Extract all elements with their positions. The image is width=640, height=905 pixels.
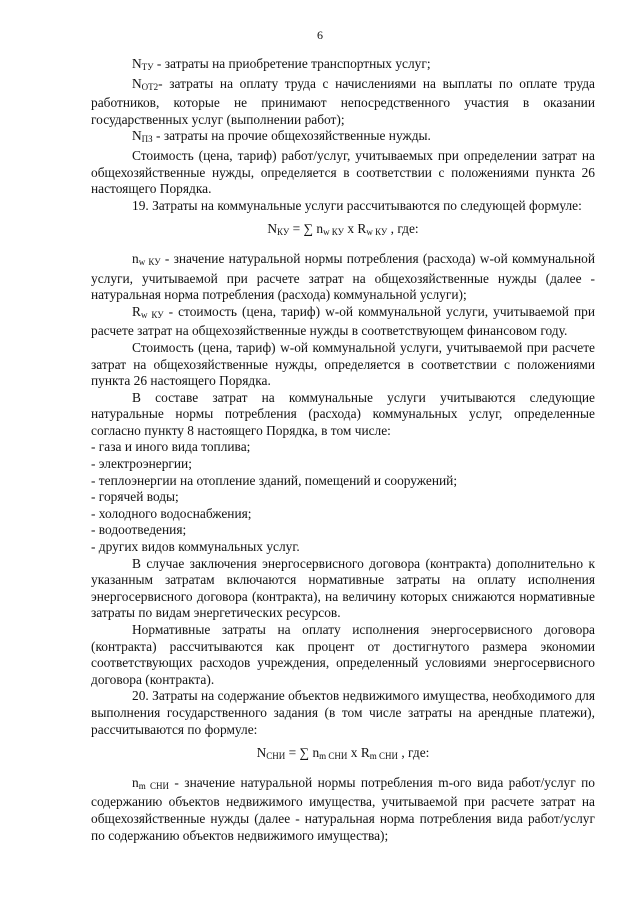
paragraph-19: 19. Затраты на коммунальные услуги рассчитываются по следующей формуле: [132, 197, 582, 213]
paragraph-energy-service-2: Нормативные затраты на оплату исполнения энергосервисного договора (контракта) рассчитываются как процент от достигнутого размера экономии соответствующих расходов учреждения, определенный условиями энергосервисного договора (контракта). [91, 622, 595, 687]
paragraph-energy-service-1: В случае заключения энергосервисного договора (контракта) дополнительно к указанным затратам включаются нормативные затраты на оплату исполнения энергосервисного договора (контракта), на величину которых снижаются нормативные затраты по видам энергетических ресурсов. [91, 555, 595, 621]
formula-lhs: N [256, 745, 267, 761]
symbol-subscript: ТУ [141, 62, 154, 72]
formula-r-subscript: m СНИ [369, 751, 399, 762]
formula-n-subscript: w КУ [323, 227, 345, 238]
definition-nty [91, 56, 595, 76]
paragraph-cost-utility: Стоимость (цена, тариф) w-ой коммунальной услуги, учитываемой при расчете затрат на общехозяйственные нужды, определяется в соответствии с положениями пункта 26 настоящего Порядка. [91, 339, 595, 389]
definition-text: - значение натуральной нормы потребления m-ого вида работ/услуг по содержанию объектов недвижимого имущества, учитываемой при расчете затрат на общехозяйственные нужды (далее - натуральная норма потребления вида работ/услуг по содержанию объектов недвижимого имущества); [91, 774, 595, 843]
list-item: - водоотведения; [91, 522, 187, 538]
list-item: - других видов коммунальных услуг. [91, 539, 300, 555]
symbol-subscript: m СНИ [138, 780, 170, 791]
formula-sum: = ∑ n [289, 221, 324, 237]
symbol: N [132, 128, 142, 144]
symbol-subscript: w КУ [140, 309, 164, 320]
definition-rw [91, 304, 595, 340]
definition-not2 [91, 76, 595, 129]
symbol: N [132, 75, 142, 91]
definition-nw [91, 251, 595, 304]
symbol-subscript: ПЗ [141, 134, 153, 145]
utility-list [91, 439, 595, 555]
formula-lhs: N [267, 221, 278, 237]
document-body [91, 56, 595, 844]
definition-text: - затраты на оплату труда с начислениями на выплаты по оплате труда работников, которые не принимают непосредственного участия в оказании государственных услуг (выполнении работ); [91, 75, 595, 127]
definition-nm [91, 775, 595, 844]
definition-npz [91, 128, 595, 148]
list-item: - теплоэнергии на отопление зданий, помещений и сооружений; [91, 472, 458, 488]
formula-n-subscript: m СНИ [319, 751, 348, 762]
list-item: - горячей воды; [91, 489, 179, 505]
paragraph-20: 20. Затраты на содержание объектов недвижимого имущества, необходимого для выполнения государственного задания (в том числе затраты на арендные платежи), рассчитываются по формуле: [91, 688, 595, 737]
symbol: n [132, 250, 139, 266]
formula-times: x R [347, 745, 370, 761]
definition-text: - значение натуральной нормы потребления (расхода) w-ой коммунальной услуги, учитываемой при расчете затрат на общехозяйственные нужды (далее - натуральная норма потребления (расхода) коммунальной услуги); [91, 250, 595, 303]
formula-lhs-subscript: КУ [277, 227, 290, 238]
formula-utilities [91, 221, 595, 241]
symbol-subscript: ОТ2 [141, 81, 159, 92]
symbol: R [132, 303, 141, 319]
formula-sum: = ∑ n [285, 745, 320, 761]
symbol: n [132, 774, 139, 790]
page-number: 6 [317, 28, 323, 42]
formula-real-estate [91, 745, 595, 765]
definition-text: - затраты на приобретение транспортных услуг; [153, 56, 431, 71]
formula-tail: , где: [387, 221, 419, 237]
definition-text: - затраты на прочие общехозяйственные нужды. [152, 128, 431, 144]
formula-lhs-subscript: СНИ [266, 751, 286, 762]
definition-text: - стоимость (цена, тариф) w-ой коммунальной услуги, учитываемой при расчете затрат на общехозяйственные нужды в соответствующем финансовом году. [91, 303, 595, 339]
list-item: - холодного водоснабжения; [91, 505, 252, 521]
list-item: - электроэнергии; [91, 456, 192, 472]
symbol-subscript: w КУ [138, 256, 161, 267]
paragraph-composition: В составе затрат на коммунальные услуги учитываются следующие натуральные нормы потребления (расхода) коммунальных услуг, определенные согласно пункту 8 настоящего Порядка, в том числе: [91, 389, 595, 438]
formula-r-subscript: w КУ [366, 227, 388, 238]
symbol: N [132, 56, 142, 71]
formula-times: x R [344, 221, 367, 237]
list-item: - газа и иного вида топлива; [91, 439, 251, 455]
paragraph-cost-general: Стоимость (цена, тариф) работ/услуг, учитываемых при определении затрат на общехозяйственные нужды, определяется в соответствии с положениями пункта 26 настоящего Порядка. [91, 147, 595, 197]
formula-tail: , где: [398, 745, 430, 761]
